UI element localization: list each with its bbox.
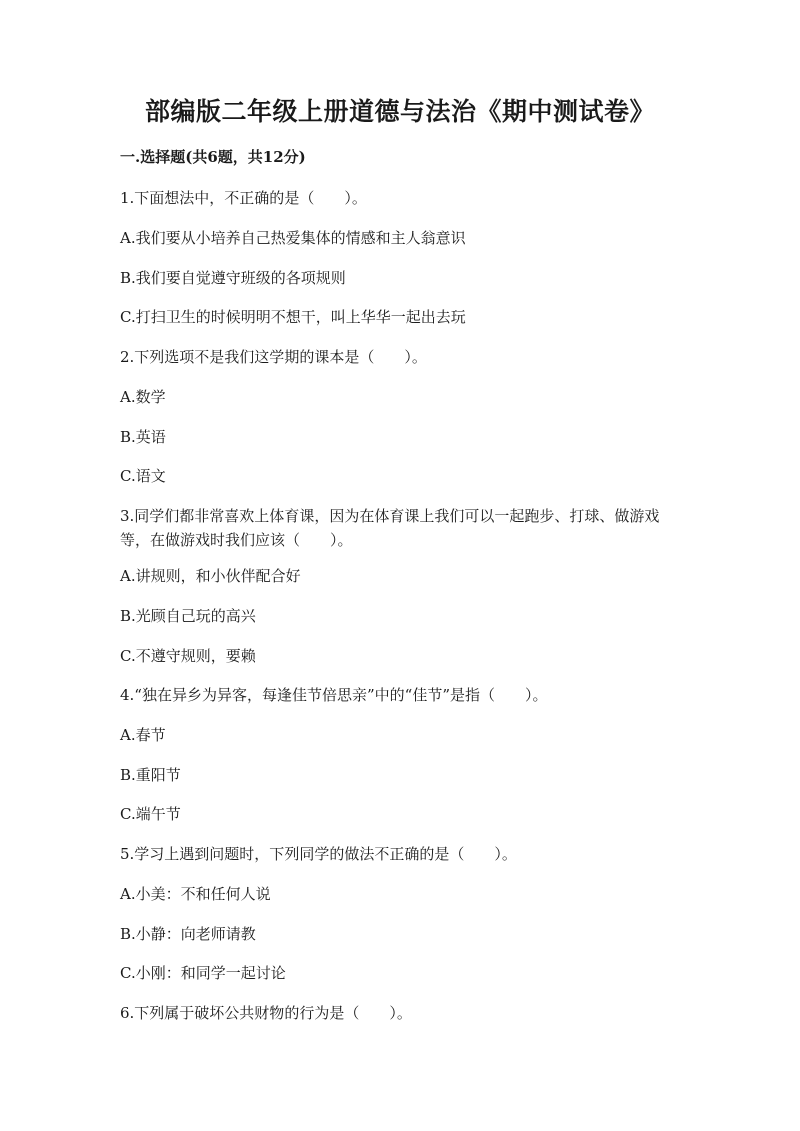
question-5-option-c[interactable]: C.小刚：和同学一起讨论 [120,964,286,982]
question-4-stem: 4.“独在异乡为异客，每逢佳节倍思亲”中的“佳节”是指（ ）。 [120,686,548,704]
section-heading: 一.选择题(共6题，共12分) [120,148,306,166]
question-4-option-c[interactable]: C.端午节 [120,805,181,823]
question-2-option-a[interactable]: A.数学 [120,388,166,406]
question-6-stem: 6.下列属于破坏公共财物的行为是（ ）。 [120,1004,412,1022]
question-3-option-b[interactable]: B.光顾自己玩的高兴 [120,607,256,625]
question-2-option-c[interactable]: C.语文 [120,467,166,485]
question-5-option-a[interactable]: A.小美：不和任何人说 [120,885,271,903]
question-4-option-a[interactable]: A.春节 [120,726,166,744]
question-4-option-b[interactable]: B.重阳节 [120,766,181,784]
question-5-option-b[interactable]: B.小静：向老师请教 [120,925,256,943]
question-2-stem: 2.下列选项不是我们这学期的课本是（ ）。 [120,348,427,366]
question-3-option-c[interactable]: C.不遵守规则，要赖 [120,647,256,665]
question-3-option-a[interactable]: A.讲规则，和小伙伴配合好 [120,567,301,585]
question-1-option-c[interactable]: C.打扫卫生的时候明明不想干，叫上华华一起出去玩 [120,308,466,326]
question-2-option-b[interactable]: B.英语 [120,428,166,446]
exam-title: 部编版二年级上册道德与法治《期中测试卷》 [144,97,655,126]
question-1-option-a[interactable]: A.我们要从小培养自己热爱集体的情感和主人翁意识 [120,229,466,247]
question-1-stem: 1.下面想法中，不正确的是（ ）。 [120,189,367,207]
question-5-stem: 5.学习上遇到问题时，下列同学的做法不正确的是（ ）。 [120,845,517,863]
question-1-option-b[interactable]: B.我们要自觉遵守班级的各项规则 [120,269,346,287]
question-3-stem: 3.同学们都非常喜欢上体育课，因为在体育课上我们可以一起跑步、打球、做游戏等，在做游戏时我们应该（ ）。 [120,507,660,549]
